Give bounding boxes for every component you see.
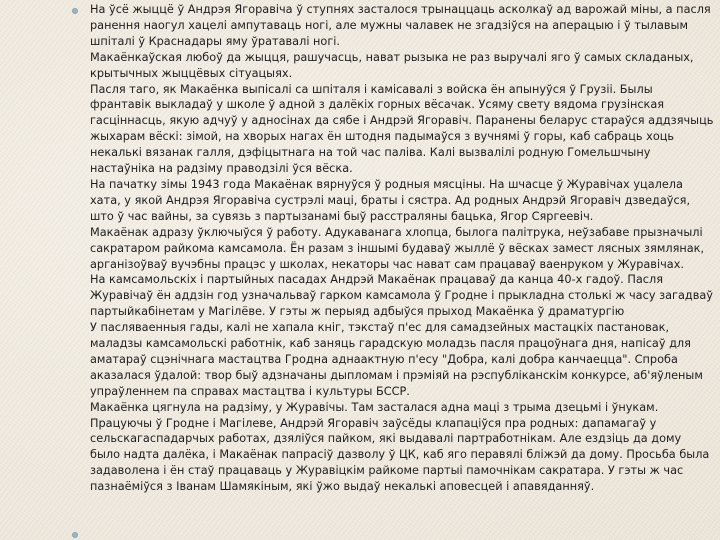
paragraph-love-of-life: Макаёнкаўская любоў да жыцця, рашучасць, нават рызыка не раз выручалі яго ў самых складаных, крытычных жыццёвых сітуацыях. — [90, 50, 694, 80]
paragraph-party-posts: На камсамольскіх і партыйных пасадах Андрэй Макаёнак працаваў да канца 40-х гадоў. Пасля Журавічаў ён аддзін год узначальваў гарком камсамола ў Гродне і прыкладна столькі ж часу загадваў партыйкабінетам у Магілёве. У гэты ж перыяд адбыўся прыход Макаёнка ў драматургію — [90, 273, 713, 319]
paragraph-komsomol-work: Макаёнак адразу ўключыўся ў работу. Адукаванага хлопца, былога палітрука, неўзабаве прызначылі сакратаром райкома камсамола. Ён разам з іншымі будаваў жыллё ў вёсках замест лясных зямлянак, арганізоўваў вучэбны працэс у школах, некаторы час нават сам працаваў ваенруком у Журавічах. — [90, 225, 705, 271]
paragraph-return-1943: На пачатку зімы 1943 года Макаёнак вярнуўся ў родныя мясціны. На шчасце ў Журавічах уцалела хата, у якой Андрэя Ягоравіча сустрэлі маці, браты і сястра. Ад родных Андрэй Ягоравіч дзведаўся, што ў час вайны, за сувязь з партызанамі быў расстраляны бацька, Ягор Сяргеевіч. — [90, 177, 691, 223]
text-block — [90, 2, 714, 495]
bullet-icon — [72, 532, 78, 538]
paragraph-zhuravichy: Макаёнка цягнула на радзіму, у Журавічы. Там засталася адна маці з трыма дзецьмі і ўнукам. Працуючы ў Гродне і Магілеве, Андрэй Ягоравіч заўсёды клапаціўся пра родных: дапамагаў у сельскагаспадарчых работах, дзяліўся пайком, які выдавалі партработнікам. Але ездзіць да дому было надта далёка, і Макаёнак папрасіў дазволу ў ЦК, каб яго перавялі бліжэй да дому. Просьба была задаволена і ён стаў працаваць у Журавіцкім райкоме партыі памочнікам сакратара. У гэты ж час пазнаёміўся з Іванам Шамякіным, які ўжо выдаў некалькі аповесцей і апавяданняў. — [90, 400, 710, 494]
paragraph-georgia: Пасля таго, як Макаёнка выпісалі са шпіталя і камісавалі з войска ён апынуўся ў Грузіі. Былы франтавік выкладаў у школе ў адной з далёкіх горных вёсачак. Усяму свету вядома грузінская гасціннасць, якую адчуў у адносінах да сябе і Андрэй Ягоравіч. Паранены беларус стараўся аддзячыць жыхарам вёскі: зімой, на хворых нагах ён штодня падымаўся з вучнямі ў горы, каб сабраць хоць некалькі вязанак галля, дэфіцытнага на той час паліва. Калі вызвалілі родную Гомельшчыну настаўніка на радзіму праводзілі ўся вёска. — [90, 82, 714, 176]
bullet-icon — [72, 8, 78, 14]
paragraph-first-play: У пасляваенныя гады, калі не хапала кніг, тэкстаў п'ес для самадзейных мастацкіх пастановак, маладзы камсамольскі работнік, каб заняць гарадскую моладзь пасля працоўнага дня, напісаў для аматараў сцэнічнага мастацтва Гродна аднаактную п'есу "Добра, калі добра канчаецца". Спроба аказалася ўдалой: твор быў адзначаны дыпломам і прэміяй на рэспубліканскім конкурсе, аб'яўленым упраўленнем па справах мастацтва і культуры БССР. — [90, 321, 703, 398]
paragraph-wounds: На ўсё жыццё ў Андрэя Ягоравіча ў ступнях засталося трынаццаць асколкаў ад варожай міны, а пасля ранення наогул хацелі ампутаваць ногі, але мужны чалавек не згадзіўся на аперацыю і ў тылавым шпіталі ў Краснадары яму ўратавалі ногі. — [90, 3, 711, 48]
